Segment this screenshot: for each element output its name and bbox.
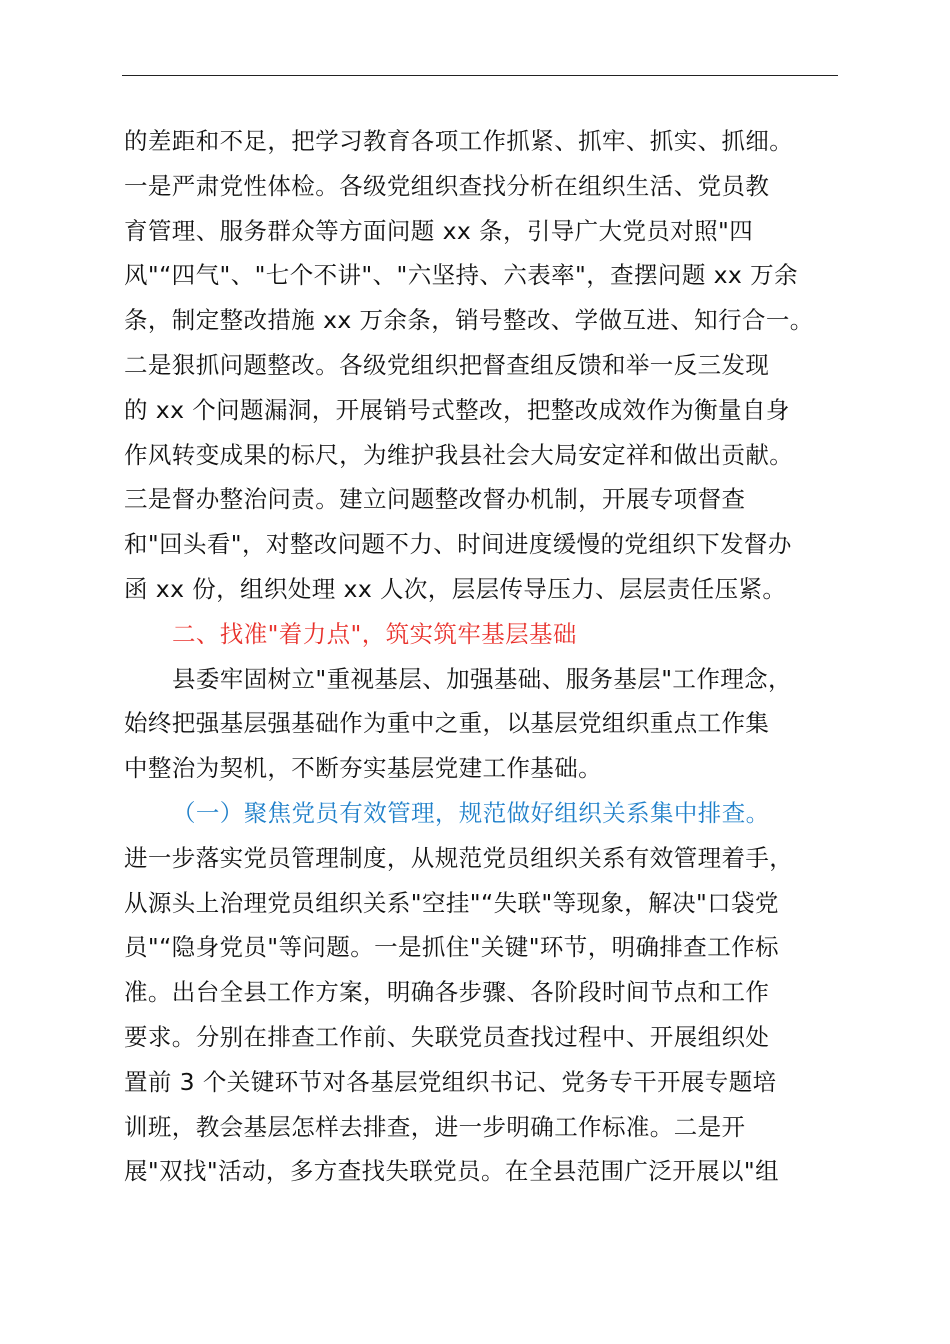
body-line: 一是严肃党性体检。各级党组织查找分析在组织生活、党员教	[124, 172, 770, 200]
body-line: 条，制定整改措施 xx 万余条，销号整改、学做互进、知行合一。	[124, 306, 814, 334]
body-line: 三是督办整治问责。建立问题整改督办机制，开展专项督查	[124, 485, 746, 513]
header-rule	[122, 75, 838, 76]
body-line: 展"双找"活动，多方查找失联党员。在全县范围广泛开展以"组	[124, 1157, 780, 1185]
body-line: 要求。分别在排查工作前、失联党员查找过程中、开展组织处	[124, 1023, 770, 1051]
body-line: 训班，教会基层怎样去排查，进一步明确工作标准。二是开	[124, 1113, 746, 1141]
body-line: 县委牢固树立"重视基层、加强基础、服务基层"工作理念，	[172, 665, 792, 693]
body-line: 二是狠抓问题整改。各级党组织把督查组反馈和举一反三发现	[124, 351, 770, 379]
body-line: 的 xx 个问题漏洞，开展销号式整改，把整改成效作为衡量自身	[124, 396, 790, 424]
body-line: 风"“四气"、"七个不讲"、"六坚持、六表率"，查摆问题 xx 万余	[124, 261, 798, 289]
body-line: 员"“隐身党员"等问题。一是抓住"关键"环节，明确排查工作标	[124, 933, 779, 961]
body-line: 函 xx 份，组织处理 xx 人次，层层传导压力、层层责任压紧。	[124, 575, 787, 603]
subsection-heading: （一）聚焦党员有效管理，规范做好组织关系集中排查。	[172, 799, 770, 827]
section-heading: 二、找准"着力点"，筑实筑牢基层基础	[172, 620, 577, 648]
body-line: 中整治为契机，不断夯实基层党建工作基础。	[124, 754, 602, 782]
body-line: 始终把强基层强基础作为重中之重，以基层党组织重点工作集	[124, 709, 770, 737]
body-line: 从源头上治理党员组织关系"空挂"“失联"等现象，解决"口袋党	[124, 889, 779, 917]
body-line: 置前 3 个关键环节对各基层党组织书记、党务专干开展专题培	[124, 1068, 777, 1096]
body-line: 育管理、服务群众等方面问题 xx 条，引导广大党员对照"四	[124, 217, 754, 245]
body-line: 作风转变成果的标尺，为维护我县社会大局安定祥和做出贡献。	[124, 441, 794, 469]
body-line: 准。出台全县工作方案，明确各步骤、各阶段时间节点和工作	[124, 978, 770, 1006]
body-line: 和"回头看"，对整改问题不力、时间进度缓慢的党组织下发督办	[124, 530, 792, 558]
body-line: 的差距和不足，把学习教育各项工作抓紧、抓牢、抓实、抓细。	[124, 127, 794, 155]
body-line: 进一步落实党员管理制度，从规范党员组织关系有效管理着手，	[124, 844, 794, 872]
